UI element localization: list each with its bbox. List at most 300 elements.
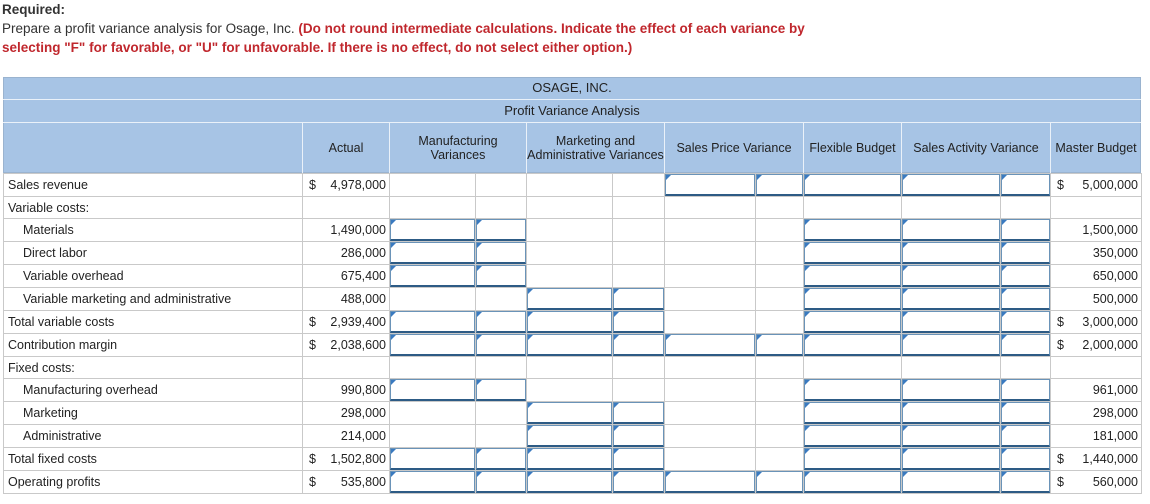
effect-select[interactable]	[1001, 334, 1050, 356]
amount-input[interactable]	[665, 174, 755, 196]
cell-sales-activity-effect	[1001, 311, 1051, 334]
cell-sales-price-effect	[756, 402, 804, 425]
col-sales-activity-variance: Sales Activity Variance	[913, 141, 1039, 155]
actual-amount: 1,490,000	[330, 223, 386, 237]
cell-mfg-effect	[476, 265, 527, 288]
cell-mfg-amount	[390, 219, 476, 242]
cell-mfg-amount	[390, 402, 476, 425]
actual-value	[303, 471, 390, 494]
row-label: Total fixed costs	[4, 448, 303, 471]
cell-sales-price-effect	[756, 471, 804, 494]
effect-select[interactable]	[613, 471, 664, 493]
cell-sales-activity-amount	[902, 357, 1001, 379]
effect-select[interactable]	[613, 311, 664, 333]
cell-mkt-amount	[527, 425, 613, 448]
row-label: Variable overhead	[4, 265, 303, 288]
row-label: Manufacturing overhead	[4, 379, 303, 402]
amount-input[interactable]	[527, 471, 612, 493]
master-amount: 298,000	[1092, 406, 1138, 420]
actual-value	[303, 379, 390, 402]
cell-mkt-amount	[527, 402, 613, 425]
required-label: Required:	[2, 2, 66, 17]
row-label: Fixed costs:	[4, 357, 303, 379]
actual-amount: 286,000	[340, 246, 386, 260]
dollar-sign: $	[1057, 338, 1064, 352]
row-label: Materials	[4, 219, 303, 242]
cell-mfg-effect	[476, 242, 527, 265]
cell-mkt-effect	[613, 402, 665, 425]
cell-sales-activity-amount	[902, 311, 1001, 334]
actual-value	[303, 197, 390, 219]
cell-mkt-amount	[527, 288, 613, 311]
dollar-sign: $	[1057, 178, 1064, 192]
cell-sales-activity-effect	[1001, 265, 1051, 288]
actual-value	[303, 219, 390, 242]
amount-input[interactable]	[527, 402, 612, 424]
master-amount: 650,000	[1092, 269, 1138, 283]
actual-value	[303, 288, 390, 311]
master-amount: 500,000	[1092, 292, 1138, 306]
effect-select[interactable]	[476, 219, 526, 241]
cell-sales-price-amount	[665, 357, 756, 379]
bold-note-line2: selecting "F" for favorable, or "U" for unfavorable. If there is no effect, do not select either option.)	[2, 40, 633, 55]
amount-input[interactable]	[804, 425, 901, 447]
amount-input[interactable]	[902, 402, 1000, 424]
cell-sales-activity-amount	[902, 379, 1001, 402]
cell-flexible-budget	[804, 425, 902, 448]
actual-value	[303, 174, 390, 197]
amount-input[interactable]	[902, 265, 1000, 287]
cell-mkt-effect	[613, 242, 665, 265]
table-row	[4, 174, 1142, 197]
actual-amount: 1,502,800	[330, 452, 386, 466]
actual-amount: 675,400	[340, 269, 386, 283]
cell-mkt-amount	[527, 311, 613, 334]
cell-sales-activity-effect	[1001, 288, 1051, 311]
table-row	[4, 425, 1142, 448]
cell-flexible-budget	[804, 311, 902, 334]
company-name: OSAGE, INC.	[532, 80, 612, 95]
actual-value	[303, 334, 390, 357]
cell-sales-price-effect	[756, 448, 804, 471]
amount-input[interactable]	[390, 219, 475, 241]
table-row	[4, 334, 1142, 357]
cell-sales-price-amount	[665, 379, 756, 402]
cell-mkt-effect	[613, 448, 665, 471]
cell-sales-activity-effect	[1001, 471, 1051, 494]
amount-input[interactable]	[804, 242, 901, 264]
cell-mfg-amount	[390, 174, 476, 197]
cell-sales-activity-amount	[902, 242, 1001, 265]
amount-input[interactable]	[390, 448, 475, 470]
col-flexible-budget: Flexible Budget	[809, 141, 896, 155]
cell-sales-price-amount	[665, 242, 756, 265]
cell-sales-activity-effect	[1001, 242, 1051, 265]
cell-sales-activity-amount	[902, 448, 1001, 471]
master-amount: 5,000,000	[1082, 178, 1138, 192]
amount-input[interactable]	[527, 448, 612, 470]
master-budget-value	[1051, 174, 1142, 197]
cell-sales-price-amount	[665, 471, 756, 494]
cell-mfg-amount	[390, 311, 476, 334]
cell-sales-price-effect	[756, 265, 804, 288]
instruction-text: Prepare a profit variance analysis for Osage, Inc. (Do not round intermediate calculations. Indicate the effect of each variance by selecting "F" for favorable, or "U" for unfavorable. If there is no effect, do not select either option.)	[2, 21, 805, 55]
actual-amount: 298,000	[340, 406, 386, 420]
cell-sales-price-amount	[665, 311, 756, 334]
cell-mkt-effect	[613, 197, 665, 219]
actual-amount: 214,000	[340, 429, 386, 443]
master-budget-value	[1051, 448, 1142, 471]
dollar-sign: $	[309, 475, 316, 489]
effect-select[interactable]	[1001, 448, 1050, 470]
dollar-sign: $	[309, 338, 316, 352]
cell-sales-activity-effect	[1001, 357, 1051, 379]
col-master-budget: Master Budget	[1055, 141, 1137, 155]
cell-mkt-amount	[527, 174, 613, 197]
table-row	[4, 265, 1142, 288]
master-amount: 2,000,000	[1082, 338, 1138, 352]
actual-value	[303, 357, 390, 379]
cell-mkt-effect	[613, 471, 665, 494]
cell-flexible-budget	[804, 242, 902, 265]
amount-input[interactable]	[527, 425, 612, 447]
actual-amount: 2,038,600	[330, 338, 386, 352]
cell-mfg-effect	[476, 197, 527, 219]
amount-input[interactable]	[804, 334, 901, 356]
cell-mkt-amount	[527, 471, 613, 494]
cell-mfg-amount	[390, 471, 476, 494]
master-amount: 961,000	[1092, 383, 1138, 397]
effect-select[interactable]	[476, 311, 526, 333]
amount-input[interactable]	[902, 174, 1000, 196]
amount-input[interactable]	[804, 311, 901, 333]
amount-input[interactable]	[390, 471, 475, 493]
amount-input[interactable]	[804, 265, 901, 287]
effect-select[interactable]	[1001, 288, 1050, 310]
amount-input[interactable]	[902, 379, 1000, 401]
amount-input[interactable]	[804, 219, 901, 241]
row-label: Variable costs:	[4, 197, 303, 219]
master-budget-value	[1051, 311, 1142, 334]
cell-mkt-amount	[527, 265, 613, 288]
master-amount: 1,500,000	[1082, 223, 1138, 237]
table-row	[4, 288, 1142, 311]
dollar-sign: $	[309, 452, 316, 466]
amount-input[interactable]	[804, 448, 901, 470]
actual-amount: 2,939,400	[330, 315, 386, 329]
cell-flexible-budget	[804, 334, 902, 357]
effect-select[interactable]	[756, 174, 803, 196]
actual-value	[303, 242, 390, 265]
col-actual: Actual	[328, 141, 364, 155]
amount-input[interactable]	[665, 471, 755, 493]
cell-mfg-effect	[476, 334, 527, 357]
cell-mfg-amount	[390, 448, 476, 471]
effect-select[interactable]	[756, 334, 803, 356]
effect-select[interactable]	[1001, 379, 1050, 401]
cell-sales-activity-amount	[902, 265, 1001, 288]
cell-mkt-amount	[527, 379, 613, 402]
amount-input[interactable]	[804, 471, 901, 493]
row-label: Operating profits	[4, 471, 303, 494]
amount-input[interactable]	[804, 402, 901, 424]
dollar-sign: $	[1057, 452, 1064, 466]
cell-mkt-amount	[527, 334, 613, 357]
master-budget-value	[1051, 265, 1142, 288]
cell-sales-activity-amount	[902, 402, 1001, 425]
cell-mfg-effect	[476, 174, 527, 197]
cell-mfg-effect	[476, 471, 527, 494]
table-title: Profit Variance Analysis	[504, 103, 640, 118]
cell-sales-activity-effect	[1001, 334, 1051, 357]
amount-input[interactable]	[665, 334, 755, 356]
master-amount: 560,000	[1092, 475, 1138, 489]
cell-sales-activity-amount	[902, 197, 1001, 219]
actual-value	[303, 311, 390, 334]
master-budget-value	[1051, 425, 1142, 448]
amount-input[interactable]	[902, 311, 1000, 333]
amount-input[interactable]	[527, 288, 612, 310]
cell-mfg-effect	[476, 379, 527, 402]
cell-mfg-effect	[476, 219, 527, 242]
cell-sales-price-amount	[665, 334, 756, 357]
cell-mkt-amount	[527, 357, 613, 379]
cell-sales-price-effect	[756, 219, 804, 242]
effect-select[interactable]	[1001, 219, 1050, 241]
table-row	[4, 197, 1142, 219]
cell-sales-price-effect	[756, 288, 804, 311]
cell-mfg-amount	[390, 197, 476, 219]
cell-flexible-budget	[804, 288, 902, 311]
effect-select[interactable]	[756, 471, 803, 493]
actual-amount: 990,800	[340, 383, 386, 397]
cell-sales-price-amount	[665, 288, 756, 311]
cell-mfg-amount	[390, 357, 476, 379]
col-manufacturing-variances: Manufacturing Variances	[418, 134, 498, 162]
cell-mkt-amount	[527, 219, 613, 242]
amount-input[interactable]	[390, 265, 475, 287]
amount-input[interactable]	[804, 174, 901, 196]
amount-input[interactable]	[390, 242, 475, 264]
cell-sales-activity-amount	[902, 425, 1001, 448]
cell-mfg-effect	[476, 448, 527, 471]
cell-flexible-budget	[804, 219, 902, 242]
col-sales-price-variance: Sales Price Variance	[676, 141, 792, 155]
row-label: Administrative	[4, 425, 303, 448]
cell-mfg-amount	[390, 265, 476, 288]
cell-mfg-amount	[390, 242, 476, 265]
cell-sales-price-effect	[756, 311, 804, 334]
amount-input[interactable]	[902, 425, 1000, 447]
cell-mkt-amount	[527, 242, 613, 265]
effect-select[interactable]	[1001, 265, 1050, 287]
amount-input[interactable]	[902, 288, 1000, 310]
cell-mkt-effect	[613, 311, 665, 334]
cell-mfg-amount	[390, 379, 476, 402]
cell-sales-price-effect	[756, 379, 804, 402]
bold-note-line1: (Do not round intermediate calculations. Indicate the effect of each variance by	[298, 21, 805, 36]
cell-mkt-effect	[613, 357, 665, 379]
master-amount: 181,000	[1092, 429, 1138, 443]
effect-select[interactable]	[476, 379, 526, 401]
master-amount: 350,000	[1092, 246, 1138, 260]
cell-sales-price-amount	[665, 402, 756, 425]
table-row	[4, 379, 1142, 402]
table-row	[4, 219, 1142, 242]
cell-sales-price-effect	[756, 197, 804, 219]
cell-flexible-budget	[804, 471, 902, 494]
master-budget-value	[1051, 242, 1142, 265]
table-row	[4, 402, 1142, 425]
cell-flexible-budget	[804, 265, 902, 288]
cell-sales-price-amount	[665, 425, 756, 448]
cell-sales-price-effect	[756, 357, 804, 379]
cell-mkt-effect	[613, 219, 665, 242]
row-label: Total variable costs	[4, 311, 303, 334]
cell-mkt-amount	[527, 197, 613, 219]
amount-input[interactable]	[902, 471, 1000, 493]
cell-sales-activity-amount	[902, 219, 1001, 242]
cell-mfg-effect	[476, 357, 527, 379]
cell-mkt-effect	[613, 288, 665, 311]
effect-select[interactable]	[1001, 311, 1050, 333]
cell-sales-activity-effect	[1001, 425, 1051, 448]
cell-mkt-amount	[527, 448, 613, 471]
amount-input[interactable]	[527, 311, 612, 333]
amount-input[interactable]	[902, 448, 1000, 470]
effect-select[interactable]	[476, 448, 526, 470]
master-budget-value	[1051, 357, 1142, 379]
dollar-sign: $	[1057, 315, 1064, 329]
cell-sales-activity-amount	[902, 288, 1001, 311]
actual-value	[303, 265, 390, 288]
cell-sales-activity-effect	[1001, 448, 1051, 471]
cell-mkt-effect	[613, 174, 665, 197]
master-amount: 1,440,000	[1082, 452, 1138, 466]
cell-sales-price-effect	[756, 174, 804, 197]
amount-input[interactable]	[902, 334, 1000, 356]
amount-input[interactable]	[390, 334, 475, 356]
cell-sales-activity-effect	[1001, 197, 1051, 219]
master-budget-value	[1051, 288, 1142, 311]
cell-sales-price-amount	[665, 265, 756, 288]
cell-mfg-amount	[390, 425, 476, 448]
amount-input[interactable]	[804, 379, 901, 401]
master-budget-value	[1051, 334, 1142, 357]
effect-select[interactable]	[1001, 402, 1050, 424]
cell-sales-price-amount	[665, 448, 756, 471]
effect-select[interactable]	[476, 265, 526, 287]
amount-input[interactable]	[390, 311, 475, 333]
row-label: Variable marketing and administrative	[4, 288, 303, 311]
effect-select[interactable]	[476, 242, 526, 264]
table-row	[4, 311, 1142, 334]
cell-sales-price-amount	[665, 174, 756, 197]
cell-sales-price-amount	[665, 197, 756, 219]
cell-mkt-effect	[613, 379, 665, 402]
cell-mkt-effect	[613, 425, 665, 448]
cell-mfg-effect	[476, 402, 527, 425]
cell-sales-price-amount	[665, 219, 756, 242]
actual-value	[303, 425, 390, 448]
dollar-sign: $	[309, 178, 316, 192]
dollar-sign: $	[1057, 475, 1064, 489]
amount-input[interactable]	[804, 288, 901, 310]
master-amount: 3,000,000	[1082, 315, 1138, 329]
cell-flexible-budget	[804, 357, 902, 379]
master-budget-value	[1051, 379, 1142, 402]
table-row	[4, 448, 1142, 471]
effect-select[interactable]	[1001, 242, 1050, 264]
cell-flexible-budget	[804, 379, 902, 402]
cell-mfg-amount	[390, 334, 476, 357]
row-label: Contribution margin	[4, 334, 303, 357]
effect-select[interactable]	[613, 448, 664, 470]
cell-mfg-effect	[476, 311, 527, 334]
effect-select[interactable]	[613, 288, 664, 310]
amount-input[interactable]	[527, 334, 612, 356]
cell-sales-price-effect	[756, 242, 804, 265]
master-budget-value	[1051, 471, 1142, 494]
amount-input[interactable]	[902, 219, 1000, 241]
master-budget-value	[1051, 197, 1142, 219]
dollar-sign: $	[309, 315, 316, 329]
cell-sales-activity-effect	[1001, 219, 1051, 242]
cell-mfg-amount	[390, 288, 476, 311]
effect-select[interactable]	[1001, 425, 1050, 447]
row-label: Direct labor	[4, 242, 303, 265]
cell-sales-activity-effect	[1001, 402, 1051, 425]
effect-select[interactable]	[1001, 174, 1050, 196]
cell-mfg-effect	[476, 288, 527, 311]
actual-amount: 535,800	[340, 475, 386, 489]
cell-sales-activity-amount	[902, 334, 1001, 357]
master-budget-value	[1051, 402, 1142, 425]
table-row	[4, 357, 1142, 379]
effect-select[interactable]	[613, 425, 664, 447]
amount-input[interactable]	[390, 379, 475, 401]
cell-sales-activity-effect	[1001, 174, 1051, 197]
table-row	[4, 471, 1142, 494]
cell-flexible-budget	[804, 197, 902, 219]
actual-amount: 4,978,000	[330, 178, 386, 192]
cell-sales-activity-effect	[1001, 379, 1051, 402]
actual-amount: 488,000	[340, 292, 386, 306]
cell-sales-activity-amount	[902, 174, 1001, 197]
cell-flexible-budget	[804, 174, 902, 197]
master-budget-value	[1051, 219, 1142, 242]
row-label: Marketing	[4, 402, 303, 425]
cell-flexible-budget	[804, 448, 902, 471]
effect-select[interactable]	[1001, 471, 1050, 493]
effect-select[interactable]	[476, 334, 526, 356]
cell-mfg-effect	[476, 425, 527, 448]
profit-variance-table	[3, 173, 1142, 494]
effect-select[interactable]	[613, 334, 664, 356]
cell-sales-price-effect	[756, 425, 804, 448]
amount-input[interactable]	[902, 242, 1000, 264]
instructions	[2, 0, 1142, 57]
actual-value	[303, 402, 390, 425]
effect-select[interactable]	[476, 471, 526, 493]
col-marketing-admin-variances: Marketing and Administrative Variances	[527, 134, 664, 162]
cell-sales-activity-amount	[902, 471, 1001, 494]
effect-select[interactable]	[613, 402, 664, 424]
actual-value	[303, 448, 390, 471]
cell-mkt-effect	[613, 334, 665, 357]
table-row	[4, 242, 1142, 265]
cell-mkt-effect	[613, 265, 665, 288]
